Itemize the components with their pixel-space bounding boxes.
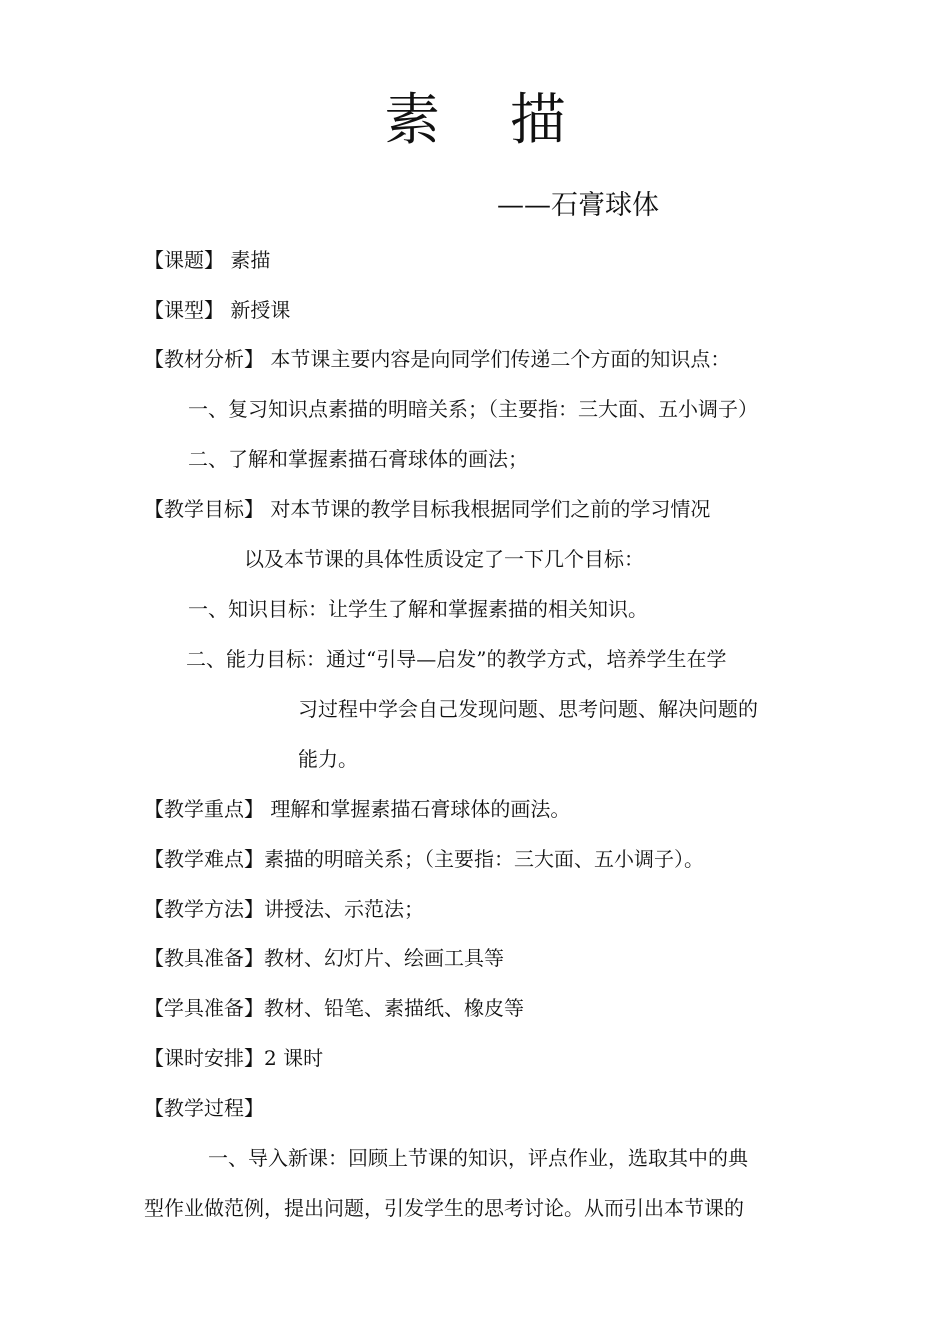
line-teaching-goals: 【教学目标】 对本节课的教学目标我根据同学们之前的学习情况 bbox=[144, 497, 711, 521]
line-teaching-tools: 【教具准备】教材、幻灯片、绘画工具等 bbox=[144, 946, 504, 970]
line-difficult-point: 【教学难点】素描的明暗关系；（主要指：三大面、五小调子）。 bbox=[144, 847, 704, 871]
line-class-hours: 【课时安排】2 课时 bbox=[144, 1046, 324, 1070]
line-teaching-goals-cont: 以及本节课的具体性质设定了一下几个目标： bbox=[244, 547, 644, 571]
line-material-point-1: 一、复习知识点素描的明暗关系；（主要指：三大面、五小调子） bbox=[188, 397, 758, 421]
line-ability-goal-cont-1: 习过程中学会自己发现问题、思考问题、解决问题的 bbox=[298, 697, 758, 721]
line-ability-goal: 二、能力目标：通过“引导—启发”的教学方式，培养学生在学 bbox=[186, 647, 727, 671]
line-material-analysis: 【教材分析】 本节课主要内容是向同学们传递二个方面的知识点： bbox=[144, 347, 731, 371]
line-student-tools: 【学具准备】教材、铅笔、素描纸、橡皮等 bbox=[144, 996, 524, 1020]
line-knowledge-goal: 一、知识目标：让学生了解和掌握素描的相关知识。 bbox=[188, 597, 648, 621]
document-title: 素 描 bbox=[384, 88, 592, 153]
document-subtitle: ——石膏球体 bbox=[497, 190, 659, 221]
line-teaching-method: 【教学方法】讲授法、示范法； bbox=[144, 897, 424, 921]
line-key-point: 【教学重点】 理解和掌握素描石膏球体的画法。 bbox=[144, 797, 571, 821]
line-intro-1: 一、导入新课：回顾上节课的知识，评点作业，选取其中的典 bbox=[208, 1146, 748, 1170]
line-intro-2: 型作业做范例，提出问题，引发学生的思考讨论。从而引出本节课的 bbox=[144, 1196, 744, 1220]
line-material-point-2: 二、了解和掌握素描石膏球体的画法； bbox=[188, 447, 528, 471]
line-topic: 【课题】 素描 bbox=[144, 248, 271, 272]
line-ability-goal-cont-2: 能力。 bbox=[298, 747, 358, 771]
line-lesson-type: 【课型】 新授课 bbox=[144, 298, 291, 322]
line-teaching-process: 【教学过程】 bbox=[144, 1096, 264, 1120]
